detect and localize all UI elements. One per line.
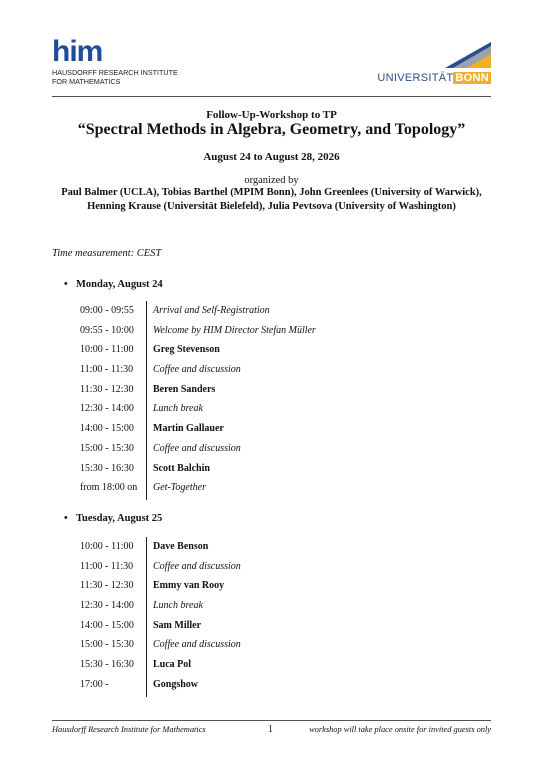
him-logo: [52, 35, 178, 86]
schedule-divider: [146, 301, 147, 500]
bullet-icon: •: [64, 513, 68, 524]
row-time: 17:00 -: [80, 678, 109, 690]
row-time: 09:00 - 09:55: [80, 305, 134, 316]
uni-bonn-word-bonn: BONN: [455, 72, 489, 84]
day-heading-tuesday: [64, 513, 162, 524]
row-time: 14:00 - 15:00: [80, 423, 134, 435]
footer-note: workshop will take place onsite for invited guests only: [309, 725, 491, 734]
row-item: Martin Gallauer: [153, 423, 224, 435]
row-time: from 18:00 on: [80, 482, 138, 494]
workshop-line: Follow-Up-Workshop to TP: [206, 109, 337, 121]
day-heading-monday: [64, 279, 163, 290]
row-time: 15:30 - 16:30: [80, 659, 134, 671]
row-time: 15:00 - 15:30: [80, 639, 134, 651]
row-item: Arrival and Self-Registration: [153, 305, 270, 316]
uni-bonn-word-universitaet: UNIVERSITÄT: [377, 72, 454, 84]
row-time: 09:55 - 10:00: [80, 324, 134, 336]
schedule-divider: [146, 537, 147, 697]
organized-by-label: organized by: [244, 175, 299, 186]
workshop-title: “Spectral Methods in Algebra, Geometry, and Topology”: [77, 121, 466, 138]
footer-institute: Hausdorff Research Institute for Mathematics: [52, 725, 206, 734]
footer-rule: [52, 720, 491, 721]
row-item: Lunch break: [153, 600, 203, 612]
row-item: Get-Together: [153, 482, 206, 494]
uni-bonn-logo: [377, 42, 491, 85]
him-logo-subtitle: [52, 69, 178, 86]
page-number: 1: [268, 724, 273, 735]
row-time: 14:00 - 15:00: [80, 619, 134, 631]
row-time: 11:30 - 12:30: [80, 580, 134, 592]
row-item: Greg Stevenson: [153, 344, 220, 356]
row-time: 12:30 - 14:00: [80, 600, 134, 612]
row-time: 15:30 - 16:30: [80, 462, 134, 474]
row-item: Welcome by HIM Director Stefan Müller: [153, 324, 316, 336]
uni-bonn-emblem-icon: [445, 42, 491, 68]
organizers-list: Paul Balmer (UCLA), Tobias Barthel (MPIM Bonn), John Greenlees (University of Warwick), Henning Krause (Universität Bielefeld), Julia Pevtsova (University of Washington): [61, 187, 482, 212]
row-item: Coffee and discussion: [153, 639, 241, 651]
row-item: Gongshow: [153, 678, 199, 690]
row-time: 10:00 - 11:00: [80, 344, 134, 356]
him-logo-line-1: HAUSDORFF RESEARCH INSTITUTE: [52, 68, 178, 77]
him-logo-line-2: FOR MATHEMATICS: [52, 76, 121, 86]
row-item: Beren Sanders: [153, 383, 216, 395]
bullet-icon: •: [64, 279, 68, 290]
header-rule: [52, 96, 491, 97]
row-item: Luca Pol: [153, 659, 192, 671]
uni-bonn-wordmark: [377, 71, 491, 85]
row-item: Sam Miller: [153, 619, 202, 631]
him-logo-mark: him: [52, 35, 103, 68]
row-item: Coffee and discussion: [153, 560, 241, 572]
row-item: Coffee and discussion: [153, 442, 241, 454]
row-time: 12:30 - 14:00: [80, 403, 134, 415]
row-item: Emmy van Rooy: [153, 580, 225, 592]
workshop-dates: August 24 to August 28, 2026: [203, 151, 340, 163]
row-time: 15:00 - 15:30: [80, 442, 134, 454]
row-item: Lunch break: [153, 403, 203, 415]
row-item: Dave Benson: [153, 541, 209, 552]
row-item: Scott Balchin: [153, 462, 210, 474]
day-heading-label: Monday, August 24: [76, 279, 163, 290]
row-time: 11:00 - 11:30: [80, 560, 134, 572]
row-time: 11:00 - 11:30: [80, 364, 134, 376]
row-time: 10:00 - 11:00: [80, 541, 134, 552]
row-item: Coffee and discussion: [153, 364, 241, 376]
day-heading-label: Tuesday, August 25: [76, 513, 163, 524]
row-time: 11:30 - 12:30: [80, 383, 134, 395]
timezone-note: Time measurement: CEST: [52, 248, 162, 259]
